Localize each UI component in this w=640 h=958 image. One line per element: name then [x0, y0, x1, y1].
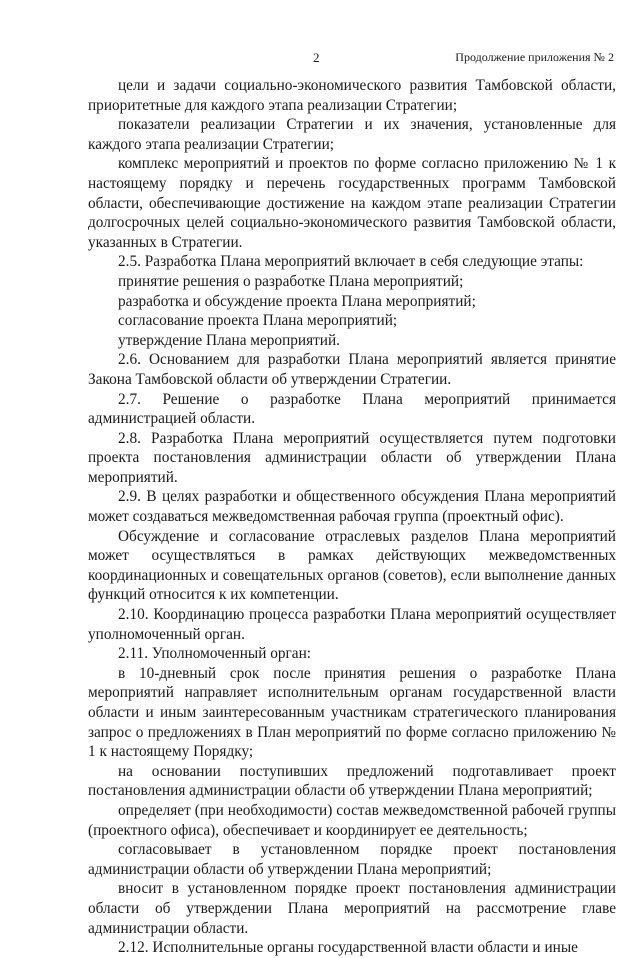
section-2-6: 2.6. Основанием для разработки Плана мероприятий является принятие Закона Тамбовской области об утверждении Стратегии.: [88, 351, 616, 388]
section-2-8: 2.8. Разработка Плана мероприятий осуществляется путем подготовки проекта постановления администрации области об утверждении Плана мероприятий.: [88, 429, 616, 486]
section-2-7: 2.7. Решение о разработке Плана мероприятий принимается администрацией области.: [88, 390, 616, 428]
paragraph: показатели реализации Стратегии и их значения, установленные для каждого этапа реализации Стратегии;: [88, 116, 616, 153]
section-2-10: 2.10. Координацию процесса разработки Плана мероприятий осуществляет уполномоченный орган.: [88, 606, 616, 643]
paragraph: определяет (при необходимости) состав межведомственной рабочей группы (проектного офиса), обеспечивает и координирует ее деятельность;: [88, 801, 616, 839]
section-2-9: 2.9. В целях разработки и общественного обсуждения Плана мероприятий может создаваться межведомственная рабочая группа (проектный офис).: [88, 488, 616, 526]
paragraph: комплекс мероприятий и проектов по форме согласно приложению № 1 к настоящему порядку и перечень государственных программ Тамбовской области, обеспечивающие достижение на каждом этапе реализации Стратегии долгосрочных целей социально-экономического развития Тамбовской области, указанных в Стратегии.: [88, 155, 616, 251]
paragraph: в 10-дневный срок после принятия решения о разработке Плана мероприятий направляет исполнительным органам государственной власти области и иным заинтересованным участникам стратегического планирования запрос о предложениях в План мероприятий по форме согласно приложению № 1 к настоящему Порядку;: [88, 664, 616, 761]
paragraph: цели и задачи социально-экономического развития Тамбовской области, приоритетные для каждого этапа реализации Стратегии;: [88, 77, 616, 114]
paragraph: разработка и обсуждение проекта Плана мероприятий;: [118, 292, 476, 310]
paragraph: вносит в установленном порядке проект постановления администрации области об утверждении Плана мероприятий на рассмотрение главе администрации области.: [88, 880, 616, 937]
paragraph: Обсуждение и согласование отраслевых разделов Плана мероприятий может осуществляться в рамках действующих межведомственных координационных и совещательных органов (советов), если выполнение данных функций относится к их компетенции.: [88, 527, 616, 604]
section-2-12: 2.12. Исполнительные органы государственной власти области и иные: [118, 939, 578, 957]
document-body: [88, 76, 616, 958]
section-heading-2-5: 2.5. Разработка Плана мероприятий включает в себя следующие этапы:: [118, 253, 584, 271]
paragraph: принятие решения о разработке Плана мероприятий;: [118, 272, 464, 290]
appendix-continuation-label: Продолжение приложения № 2: [455, 50, 614, 64]
paragraph: согласовывает в установленном порядке проект постановления администрации области об утверждении Плана мероприятий;: [88, 841, 616, 878]
section-2-11: 2.11. Уполномоченный орган:: [118, 645, 312, 663]
paragraph: на основании поступивших предложений подготавливает проект постановления администрации области об утверждении Плана мероприятий;: [88, 762, 616, 800]
page-number: 2: [313, 50, 320, 65]
paragraph: согласование проекта Плана мероприятий;: [118, 312, 398, 330]
paragraph: утверждение Плана мероприятий.: [118, 331, 341, 349]
